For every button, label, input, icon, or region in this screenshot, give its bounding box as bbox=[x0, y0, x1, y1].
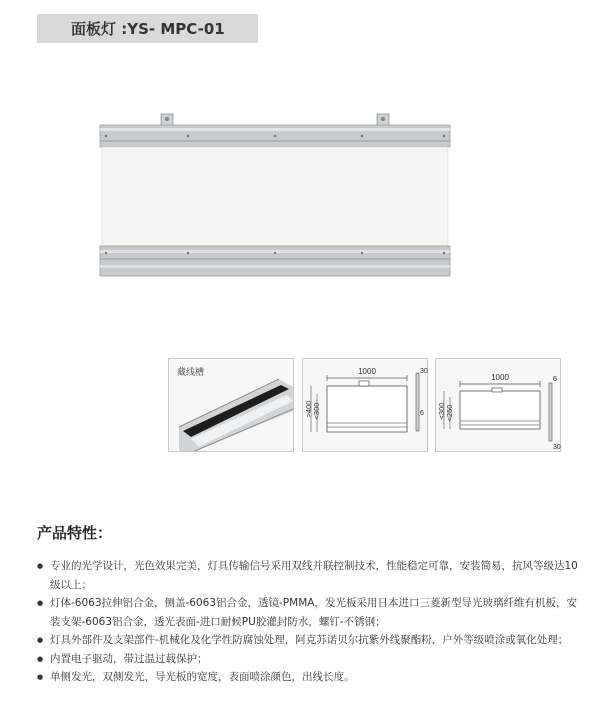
dimension-drawing-b-svg bbox=[436, 359, 560, 451]
dim-height-outer: <300 bbox=[437, 402, 446, 420]
cable-groove-label: 藏线槽 bbox=[177, 368, 205, 378]
mounting-bracket-right bbox=[377, 114, 389, 126]
dim-height-inner: <300 bbox=[312, 402, 321, 420]
dim-width: 1000 bbox=[491, 373, 509, 382]
feature-item: ● 单侧发光，双侧发光，导光板的宽度，表面喷涂颜色，出线长度。 bbox=[37, 668, 582, 687]
dim-width: 1000 bbox=[358, 367, 376, 376]
dim-height-inner: <250 bbox=[445, 404, 454, 422]
dim-depth: 30 bbox=[553, 444, 561, 451]
dim-thickness: 6 bbox=[553, 376, 557, 383]
dim-height-outer: >400 bbox=[304, 400, 313, 418]
product-title-bar bbox=[37, 14, 258, 43]
feature-item: ● 内置电子驱动，带过温过载保护； bbox=[37, 650, 582, 669]
mounting-bracket-left bbox=[161, 114, 173, 126]
feature-item: ● 专业的光学设计，光色效果完美，灯具传输信号采用双线并联控制技术，性能稳定可靠，安装简易，抗风等级达10级以上； bbox=[37, 557, 582, 594]
dimension-drawing-a-svg bbox=[303, 359, 427, 451]
features-list bbox=[37, 557, 582, 687]
features-heading: 产品特性： bbox=[37, 524, 113, 542]
panel-light-image bbox=[98, 112, 452, 282]
dimension-drawing-b bbox=[435, 358, 561, 452]
dimension-drawing-a bbox=[302, 358, 428, 452]
dim-depth: 30 bbox=[420, 368, 428, 375]
dim-thickness: 6 bbox=[420, 410, 424, 417]
cable-groove-thumbnail bbox=[168, 358, 294, 452]
page-title: 面板灯 :YS- MPC-01 bbox=[71, 20, 225, 38]
feature-item: ● 灯具外部件及支架部件-机械化及化学性防腐蚀处理，阿克苏诺贝尔抗紫外线聚酯粉，户外等级喷涂或氧化处理； bbox=[37, 631, 582, 650]
feature-item: ● 灯体-6063拉伸铝合金，侧盖-6063铝合金，透镜-PMMA，发光板采用日本进口三菱新型导光玻璃纤维有机板，安装支架-6063铝合金，透光表面-进口耐候PU胶灌封防水，螺钉-不锈钢； bbox=[37, 594, 582, 631]
